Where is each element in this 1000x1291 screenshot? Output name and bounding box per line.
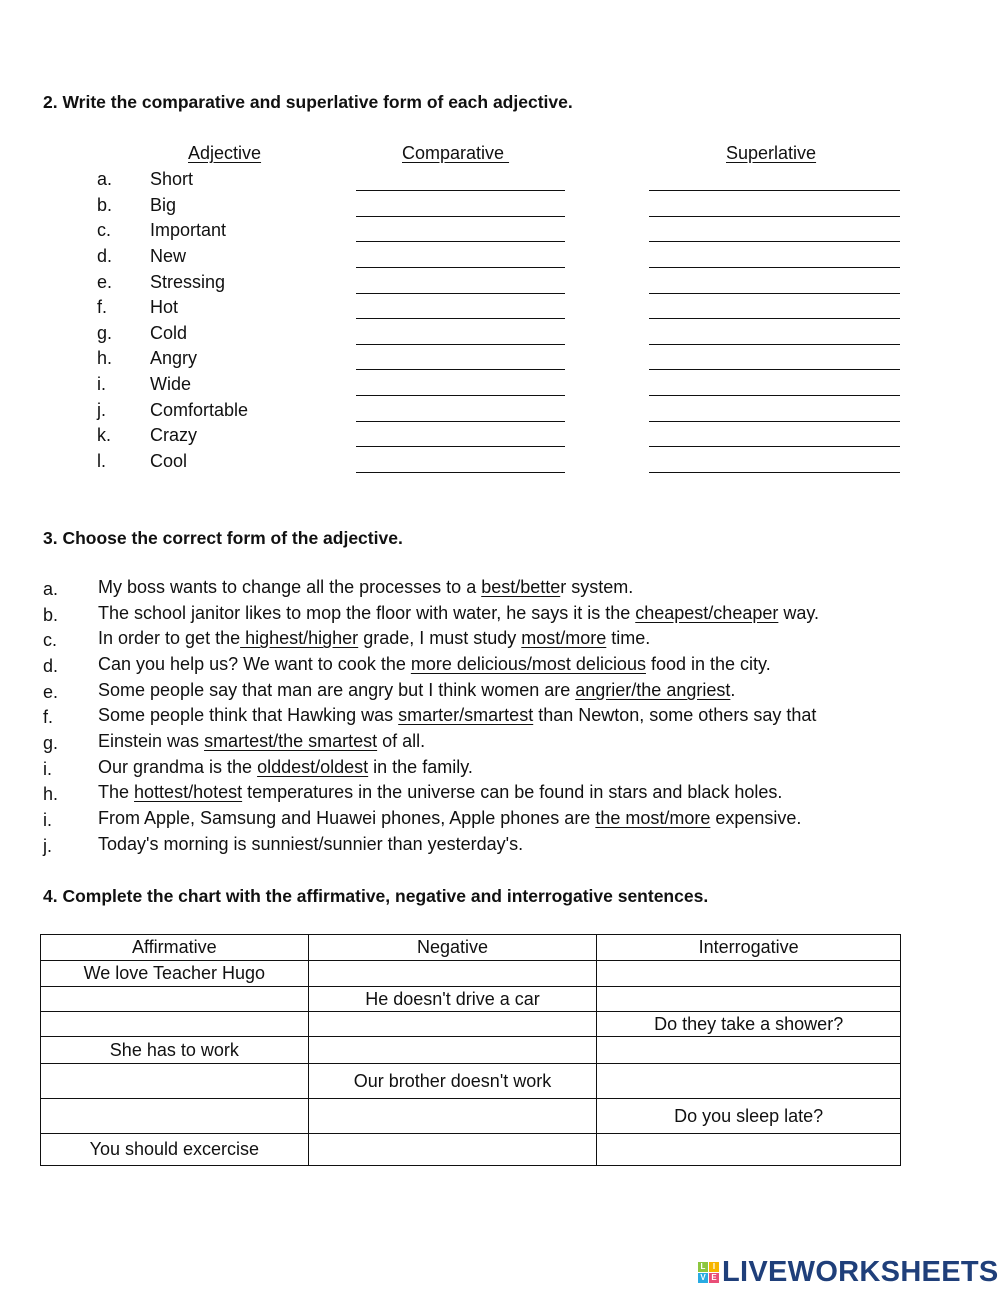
chart-header: Negative	[308, 935, 597, 961]
answer-choice[interactable]: highest/higher	[240, 628, 359, 648]
sentence-letter: j.	[43, 836, 52, 856]
logo-mark-letter: V	[698, 1273, 708, 1283]
comparative-blank[interactable]	[356, 421, 565, 422]
logo-mark-letter: L	[698, 1262, 708, 1272]
chart-cell-blank[interactable]	[308, 1012, 597, 1037]
adjective-letter: g.	[97, 323, 113, 343]
adjective-letter: l.	[97, 451, 106, 471]
sentence-text: of all.	[377, 731, 426, 751]
adjective-letter: j.	[97, 400, 106, 420]
chart-row	[41, 1134, 901, 1166]
chart-cell-blank[interactable]	[41, 1064, 309, 1099]
sentence-text: grade, I must study	[358, 628, 522, 648]
logo-mark-icon	[698, 1262, 719, 1283]
chart-row	[41, 987, 901, 1012]
section-3-title: 3. Choose the correct form of the adjective.	[43, 528, 403, 548]
sentence-text: in the family.	[368, 757, 473, 777]
sentence-text: Einstein was	[98, 731, 205, 751]
sentence-text: expensive.	[710, 808, 802, 828]
sentence-text: than Newton, some others say that	[533, 705, 817, 725]
adjective-word: Hot	[150, 297, 179, 317]
sentence-text: Some people say that man are angry but I think women are	[98, 680, 576, 700]
adjective-letter: f.	[97, 297, 108, 317]
sentence-letter: b.	[43, 605, 59, 625]
chart-cell-blank[interactable]	[597, 987, 901, 1012]
sentence	[98, 705, 816, 726]
answer-choice[interactable]: hottest/hotest	[134, 782, 243, 802]
sentence	[98, 731, 425, 752]
adjective-letter: d.	[97, 246, 113, 266]
sentence-letter: h.	[43, 784, 59, 804]
sentence-letter: i.	[43, 759, 52, 779]
adjective-letter: e.	[97, 272, 113, 292]
header-superlative: Superlative	[726, 143, 817, 163]
sentence-text: food in the city.	[645, 654, 771, 674]
comparative-blank[interactable]	[356, 344, 565, 345]
comparative-blank[interactable]	[356, 241, 565, 242]
chart-cell-blank[interactable]	[41, 987, 309, 1012]
chart-cell-blank[interactable]	[308, 1099, 597, 1134]
sentence-text: The school janitor likes to mop the floor with water, he says it is the	[98, 603, 636, 623]
chart-cell-blank[interactable]	[41, 1012, 309, 1037]
adjective-letter: c.	[97, 220, 112, 240]
chart-cell-blank[interactable]	[597, 1064, 901, 1099]
header-adjective: Adjective	[188, 143, 262, 163]
chart-cell: She has to work	[41, 1037, 309, 1064]
sentence-letter: i.	[43, 810, 52, 830]
adjective-word: Angry	[150, 348, 198, 368]
adjective-letter: i.	[97, 374, 106, 394]
sentence-text: way.	[778, 603, 820, 623]
superlative-blank[interactable]	[649, 344, 900, 345]
sentence-letter: c.	[43, 630, 58, 650]
chart-cell: Do they take a shower?	[597, 1012, 901, 1037]
sentence-text: Can you help us? We want to cook the	[98, 654, 411, 674]
sentence-text: Our grandma is the	[98, 757, 258, 777]
sentence	[98, 834, 523, 855]
superlative-blank[interactable]	[649, 318, 900, 319]
superlative-blank[interactable]	[649, 216, 900, 217]
chart-cell-blank[interactable]	[597, 1134, 901, 1166]
comparative-blank[interactable]	[356, 293, 565, 294]
sentence-letter: d.	[43, 656, 59, 676]
sentence-text: In order to get the	[98, 628, 241, 648]
comparative-blank[interactable]	[356, 190, 565, 191]
adjective-letter: h.	[97, 348, 113, 368]
comparative-blank[interactable]	[356, 395, 565, 396]
chart-cell-blank[interactable]	[597, 1037, 901, 1064]
liveworksheets-logo	[698, 1256, 999, 1289]
sentence	[98, 680, 735, 701]
answer-choice[interactable]: more delicious/most delicious	[410, 654, 646, 674]
adjective-word: Short	[150, 169, 194, 189]
chart-cell: You should excercise	[41, 1134, 309, 1166]
chart-row	[41, 1064, 901, 1099]
superlative-blank[interactable]	[649, 369, 900, 370]
superlative-blank[interactable]	[649, 190, 900, 191]
logo-mark-letter: E	[709, 1273, 719, 1283]
comparative-blank[interactable]	[356, 472, 565, 473]
chart-header: Interrogative	[597, 935, 901, 961]
sentence	[98, 628, 650, 649]
comparative-blank[interactable]	[356, 318, 565, 319]
answer-choice[interactable]: cheapest/cheaper	[635, 603, 779, 623]
chart-row	[41, 1099, 901, 1134]
sentence-text: time.	[606, 628, 651, 648]
sentence	[98, 603, 819, 624]
adjective-word: Wide	[150, 374, 192, 394]
chart-cell-blank[interactable]	[597, 961, 901, 987]
sentence	[98, 577, 633, 598]
superlative-blank[interactable]	[649, 293, 900, 294]
superlative-blank[interactable]	[649, 472, 900, 473]
adjective-word: Cool	[150, 451, 188, 471]
chart-cell-blank[interactable]	[308, 1037, 597, 1064]
answer-choice[interactable]: angrier/the angriest	[575, 680, 731, 700]
adjective-letter: k.	[97, 425, 112, 445]
sentence-letter: a.	[43, 579, 59, 599]
sentence-text: Today's morning is sunniest/sunnier than yesterday's.	[98, 834, 524, 854]
chart-cell: Do you sleep late?	[597, 1099, 901, 1134]
sentence	[98, 654, 771, 675]
adjective-word: Important	[150, 220, 227, 240]
adjective-word: New	[150, 246, 187, 266]
logo-text: LIVEWORKSHEETS	[722, 1256, 999, 1288]
adjective-word: Stressing	[150, 272, 226, 292]
sentence-text: temperatures in the universe can be found in stars and black holes.	[242, 782, 783, 802]
section-2-title: 2. Write the comparative and superlative form of each adjective.	[43, 92, 573, 112]
superlative-blank[interactable]	[649, 421, 900, 422]
adjective-letter: a.	[97, 169, 113, 189]
sentence-text: r system.	[560, 577, 634, 597]
chart-cell-blank[interactable]	[41, 1099, 309, 1134]
sentence-text: Some people think that Hawking was	[98, 705, 399, 725]
sentence-letter: g.	[43, 733, 59, 753]
adjective-word: Big	[150, 195, 177, 215]
chart-header: Affirmative	[41, 935, 309, 961]
chart-cell: He doesn't drive a car	[308, 987, 597, 1012]
superlative-blank[interactable]	[649, 267, 900, 268]
answer-choice[interactable]: most/more	[521, 628, 607, 648]
section-4-title: 4. Complete the chart with the affirmative, negative and interrogative sentences.	[43, 886, 709, 906]
answer-choice[interactable]: olddest/oldest	[257, 757, 369, 777]
chart-cell-blank[interactable]	[308, 961, 597, 987]
sentence	[98, 782, 782, 803]
chart-row	[41, 1012, 901, 1037]
chart-row	[41, 961, 901, 987]
answer-choice[interactable]: smartest/the smartest	[204, 731, 378, 751]
superlative-blank[interactable]	[649, 241, 900, 242]
sentence-text: .	[730, 680, 736, 700]
adjective-word: Crazy	[150, 425, 198, 445]
chart-cell-blank[interactable]	[308, 1134, 597, 1166]
superlative-blank[interactable]	[649, 395, 900, 396]
chart-row	[41, 1037, 901, 1064]
sentence-letter: e.	[43, 682, 59, 702]
chart-cell: We love Teacher Hugo	[41, 961, 309, 987]
comparative-blank[interactable]	[356, 369, 565, 370]
sentence-text: My boss wants to change all the processes to a	[98, 577, 482, 597]
answer-choice[interactable]: smarter/smartest	[398, 705, 534, 725]
answer-choice[interactable]: the most/more	[595, 808, 711, 828]
header-comparative: Comparative	[402, 143, 510, 163]
answer-choice[interactable]: best/bette	[481, 577, 561, 597]
sentence	[98, 808, 801, 829]
adjective-letter: b.	[97, 195, 113, 215]
logo-mark-letter: I	[709, 1262, 719, 1272]
adjective-word: Cold	[150, 323, 188, 343]
sentence-chart	[40, 934, 901, 1166]
chart-cell: Our brother doesn't work	[308, 1064, 597, 1099]
comparative-blank[interactable]	[356, 446, 565, 447]
comparative-blank[interactable]	[356, 216, 565, 217]
superlative-blank[interactable]	[649, 446, 900, 447]
sentence-text: From Apple, Samsung and Huawei phones, Apple phones are	[98, 808, 596, 828]
comparative-blank[interactable]	[356, 267, 565, 268]
sentence	[98, 757, 473, 778]
sentence-text: The	[98, 782, 135, 802]
sentence-letter: f.	[43, 707, 54, 727]
adjective-word: Comfortable	[150, 400, 249, 420]
